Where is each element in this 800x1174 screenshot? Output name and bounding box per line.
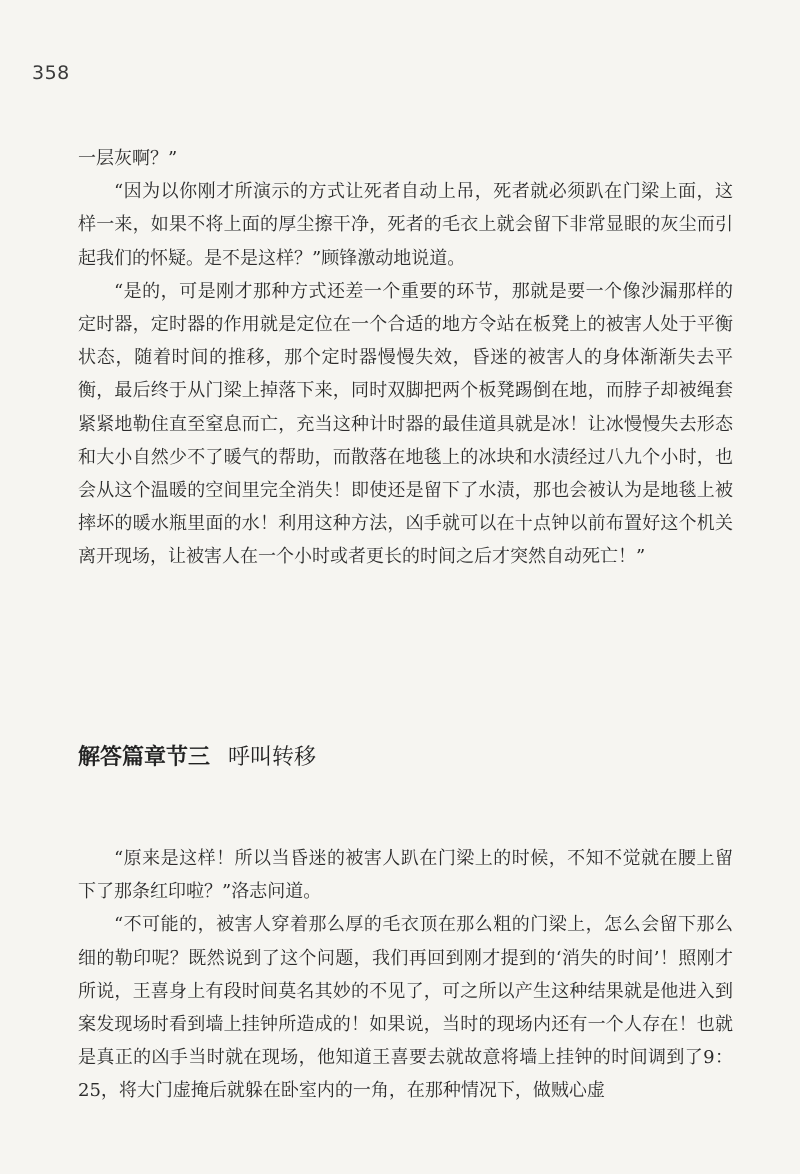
section-subtitle: 呼叫转移: [228, 745, 317, 770]
paragraph: “原来是这样！所以当昏迷的被害人趴在门梁上的时候，不知不觉就在腰上留下了那条红印啦？”洛志问道。: [78, 848, 733, 903]
section-heading: [78, 740, 316, 771]
paragraph: “因为以你刚才所演示的方式让死者自动上吊，死者就必须趴在门梁上面，这样一来，如果不将上面的厚尘擦干净，死者的毛衣上就会留下非常显眼的灰尘而引起我们的怀疑。是不是这样？”顾锋激动地说道。: [78, 181, 733, 269]
body-text-block-2: [78, 842, 733, 1108]
paragraph: 一层灰啊？”: [78, 148, 178, 169]
body-text-block-1: [78, 142, 733, 574]
paragraph: “不可能的，被害人穿着那么厚的毛衣顶在那么粗的门梁上，怎么会留下那么细的勒印呢？既然说到了这个问题，我们再回到刚才提到的‘消失的时间’！照刚才所说，王喜身上有段时间莫名其妙的不见了，可之所以产生这种结果就是他进入到案发现场时看到墙上挂钟所造成的！如果说，当时的现场内还有一个人存在！也就是真正的凶手当时就在现场，他知道王喜要去就故意将墙上挂钟的时间调到了9：25，将大门虚掩后就躲在卧室内的一角，在那种情况下，做贼心虚: [78, 914, 733, 1102]
section-label: 解答篇章节三: [78, 745, 211, 770]
page-number: 358: [32, 62, 70, 84]
paragraph: “是的，可是刚才那种方式还差一个重要的环节，那就是要一个像沙漏那样的定时器，定时器的作用就是定位在一个合适的地方令站在板凳上的被害人处于平衡状态，随着时间的推移，那个定时器慢慢失效，昏迷的被害人的身体渐渐失去平衡，最后终于从门梁上掉落下来，同时双脚把两个板凳踢倒在地，而脖子却被绳套紧紧地勒住直至窒息而亡，充当这种计时器的最佳道具就是冰！让冰慢慢失去形态和大小自然少不了暖气的帮助，而散落在地毯上的冰块和水渍经过八九个小时，也会从这个温暖的空间里完全消失！即使还是留下了水渍，那也会被认为是地毯上被摔坏的暖水瓶里面的水！利用这种方法，凶手就可以在十点钟以前布置好这个机关离开现场，让被害人在一个小时或者更长的时间之后才突然自动死亡！”: [78, 280, 733, 568]
